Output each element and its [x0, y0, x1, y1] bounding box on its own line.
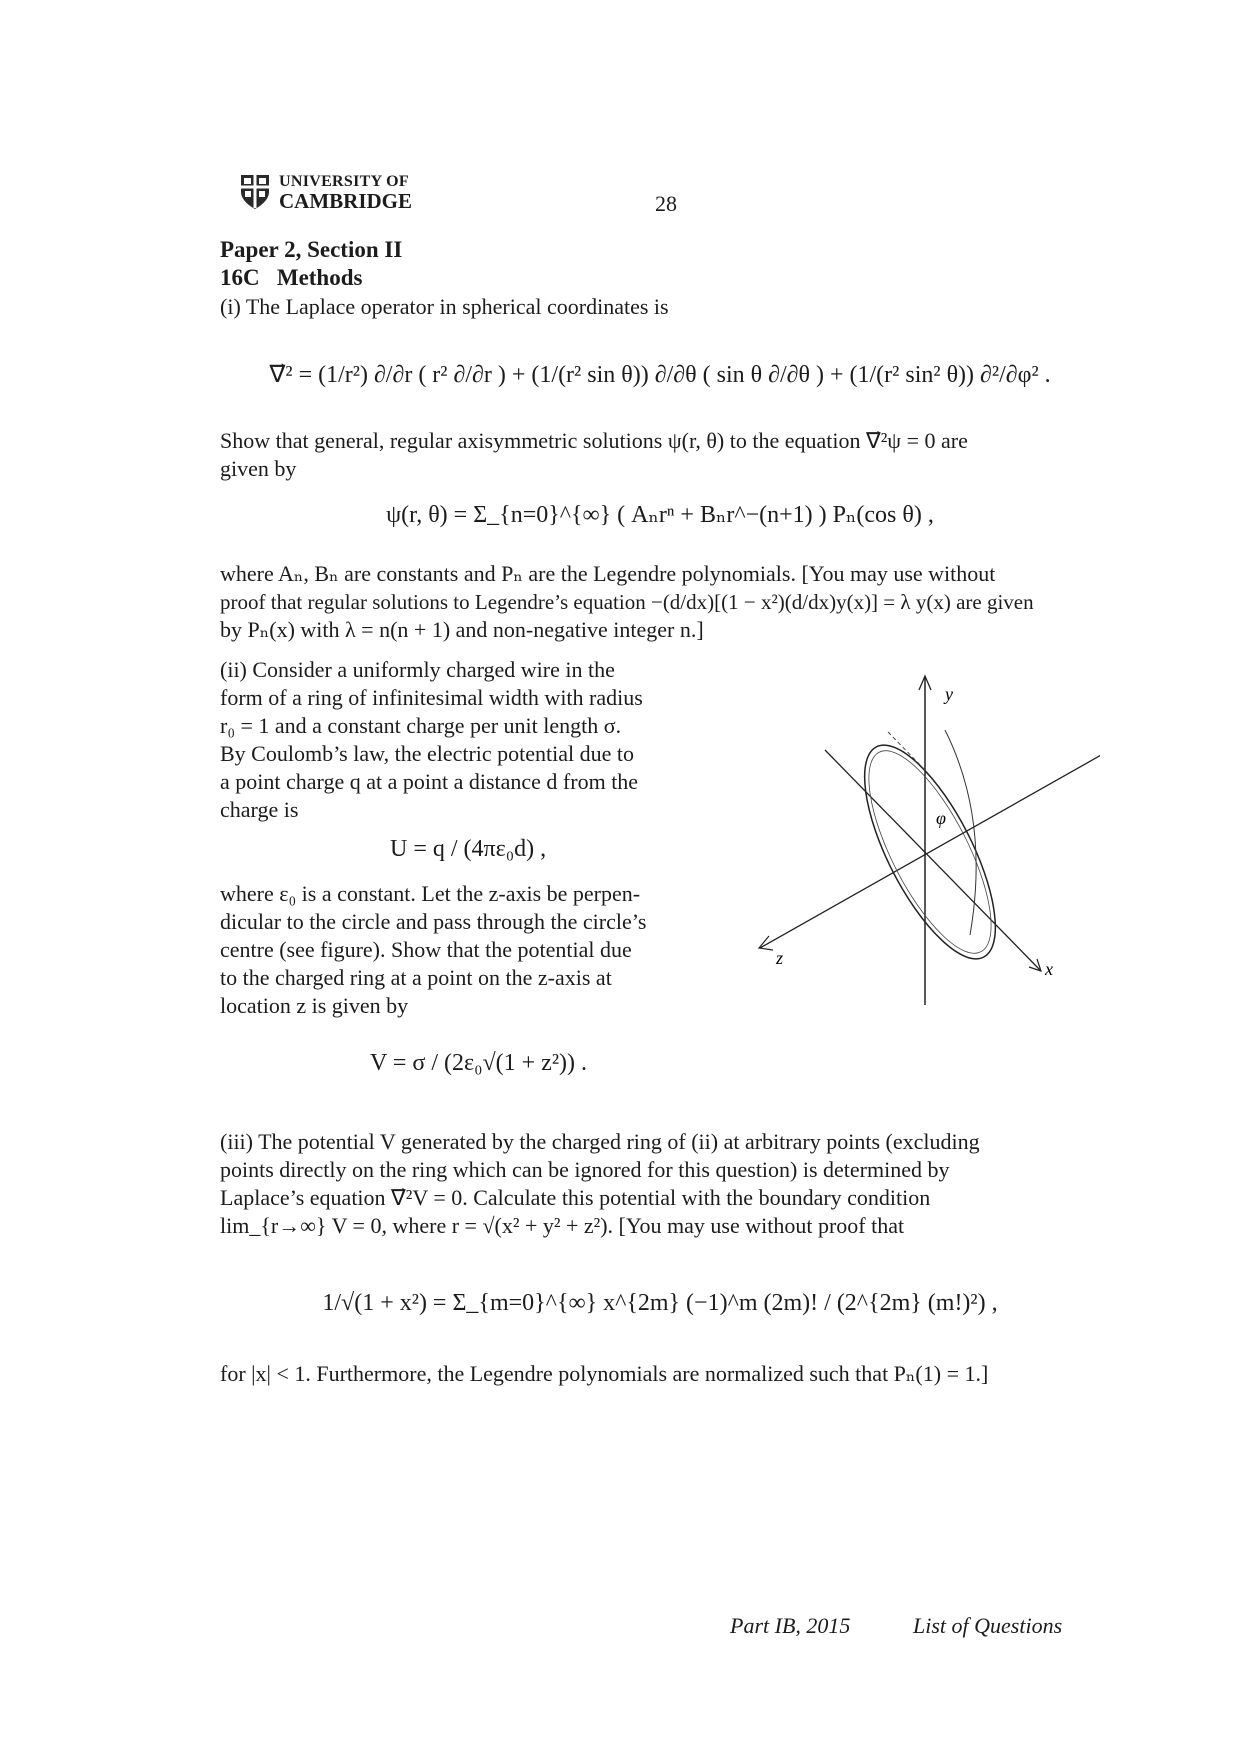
part-i-where-line-2: proof that regular solutions to Legendre’s equation −(d/dx)[(1 − x²)(d/dx)y(x)] = λ y(x) are given: [220, 590, 1034, 614]
part-ii-line: a point charge q at a point a distance d from the: [220, 769, 639, 794]
question-heading: 16C Methods: [220, 265, 363, 290]
part-ii-line: dicular to the circle and pass through the circle’s: [220, 909, 647, 934]
part-iii-line-1: (iii) The potential V generated by the charged ring of (ii) at arbitrary points (excluding: [220, 1129, 980, 1154]
label-y: y: [945, 684, 953, 704]
logo-line-2: CAMBRIDGE: [279, 189, 413, 213]
label-phi: φ: [936, 808, 946, 828]
part-iii-line-3: Laplace’s equation ∇⃗²V = 0. Calculate this potential with the boundary condition: [220, 1185, 931, 1210]
part-ii-line: By Coulomb’s law, the electric potential due to: [220, 741, 635, 766]
laplacian-equation: ∇⃗² = (1/r²) ∂/∂r ( r² ∂/∂r ) + (1/(r² sin θ)) ∂/∂θ ( sin θ ∂/∂θ ) + (1/(r² sin² θ)) ∂²/∂φ² .: [269, 362, 1051, 388]
z-axis: [760, 750, 1100, 948]
part-iii-line-4: lim_{r→∞} V = 0, where r = √(x² + y² + z²). [You may use without proof that: [220, 1213, 905, 1238]
radius-dashed: [888, 732, 925, 770]
z-axis-arrowhead: [759, 936, 773, 950]
page-number: 28: [655, 191, 677, 216]
part-ii-line: location z is given by: [220, 993, 409, 1018]
part-ii-text-2: [220, 880, 690, 1020]
part-i-where-line-3: by Pₙ(x) with λ = n(n + 1) and non-negative integer n.]: [220, 617, 704, 642]
part-ii-line: form of a ring of infinitesimal width with radius: [220, 685, 643, 710]
part-i-show-line-2: given by: [220, 456, 297, 481]
university-logo: [240, 172, 440, 218]
part-ii-text: [220, 656, 690, 824]
paper-section-heading: Paper 2, Section II: [220, 237, 403, 262]
footer-left: Part IB, 2015: [730, 1613, 851, 1638]
part-ii-line: r₀ = 1 and a constant charge per unit length σ.: [220, 713, 622, 738]
part-ii-line: to the charged ring at a point on the z-axis at: [220, 965, 612, 990]
part-ii-line: centre (see figure). Show that the potential due: [220, 937, 632, 962]
general-solution-equation: ψ(r, θ) = Σ_{n=0}^{∞} ( Aₙrⁿ + Bₙr^−(n+1) ) Pₙ(cos θ) ,: [386, 502, 934, 528]
coulomb-equation: U = q / (4πε₀d) ,: [390, 836, 547, 862]
phi-arc: [945, 730, 976, 935]
label-x: x: [1045, 959, 1053, 979]
ring-figure: [740, 670, 1100, 1010]
part-iii-line-2: points directly on the ring which can be ignored for this question) is determined by: [220, 1157, 950, 1182]
part-ii-line: where ε₀ is a constant. Let the z-axis be perpen-: [220, 881, 641, 906]
crest-icon: [240, 174, 270, 210]
part-ii-line: (ii) Consider a uniformly charged wire in the: [220, 657, 615, 682]
logo-line-1: UNIVERSITY OF: [279, 173, 409, 190]
series-expansion-equation: 1/√(1 + x²) = Σ_{m=0}^{∞} x^{2m} (−1)^m (2m)! / (2^{2m} (m!)²) ,: [322, 1290, 998, 1316]
part-iii-final: for |x| < 1. Furthermore, the Legendre polynomials are normalized such that Pₙ(1) = 1.]: [220, 1361, 989, 1386]
part-i-intro: (i) The Laplace operator in spherical coordinates is: [220, 294, 669, 319]
x-axis: [825, 750, 1040, 970]
footer-right: List of Questions: [913, 1613, 1063, 1638]
label-z: z: [776, 948, 784, 968]
part-ii-line: charge is: [220, 797, 299, 822]
part-i-where-line-1: where Aₙ, Bₙ are constants and Pₙ are the Legendre polynomials. [You may use without: [220, 561, 996, 586]
ring-potential-equation: V = σ / (2ε₀√(1 + z²)) .: [370, 1050, 588, 1076]
part-i-show-line-1: Show that general, regular axisymmetric solutions ψ(r, θ) to the equation ∇⃗²ψ = 0 are: [220, 428, 968, 453]
